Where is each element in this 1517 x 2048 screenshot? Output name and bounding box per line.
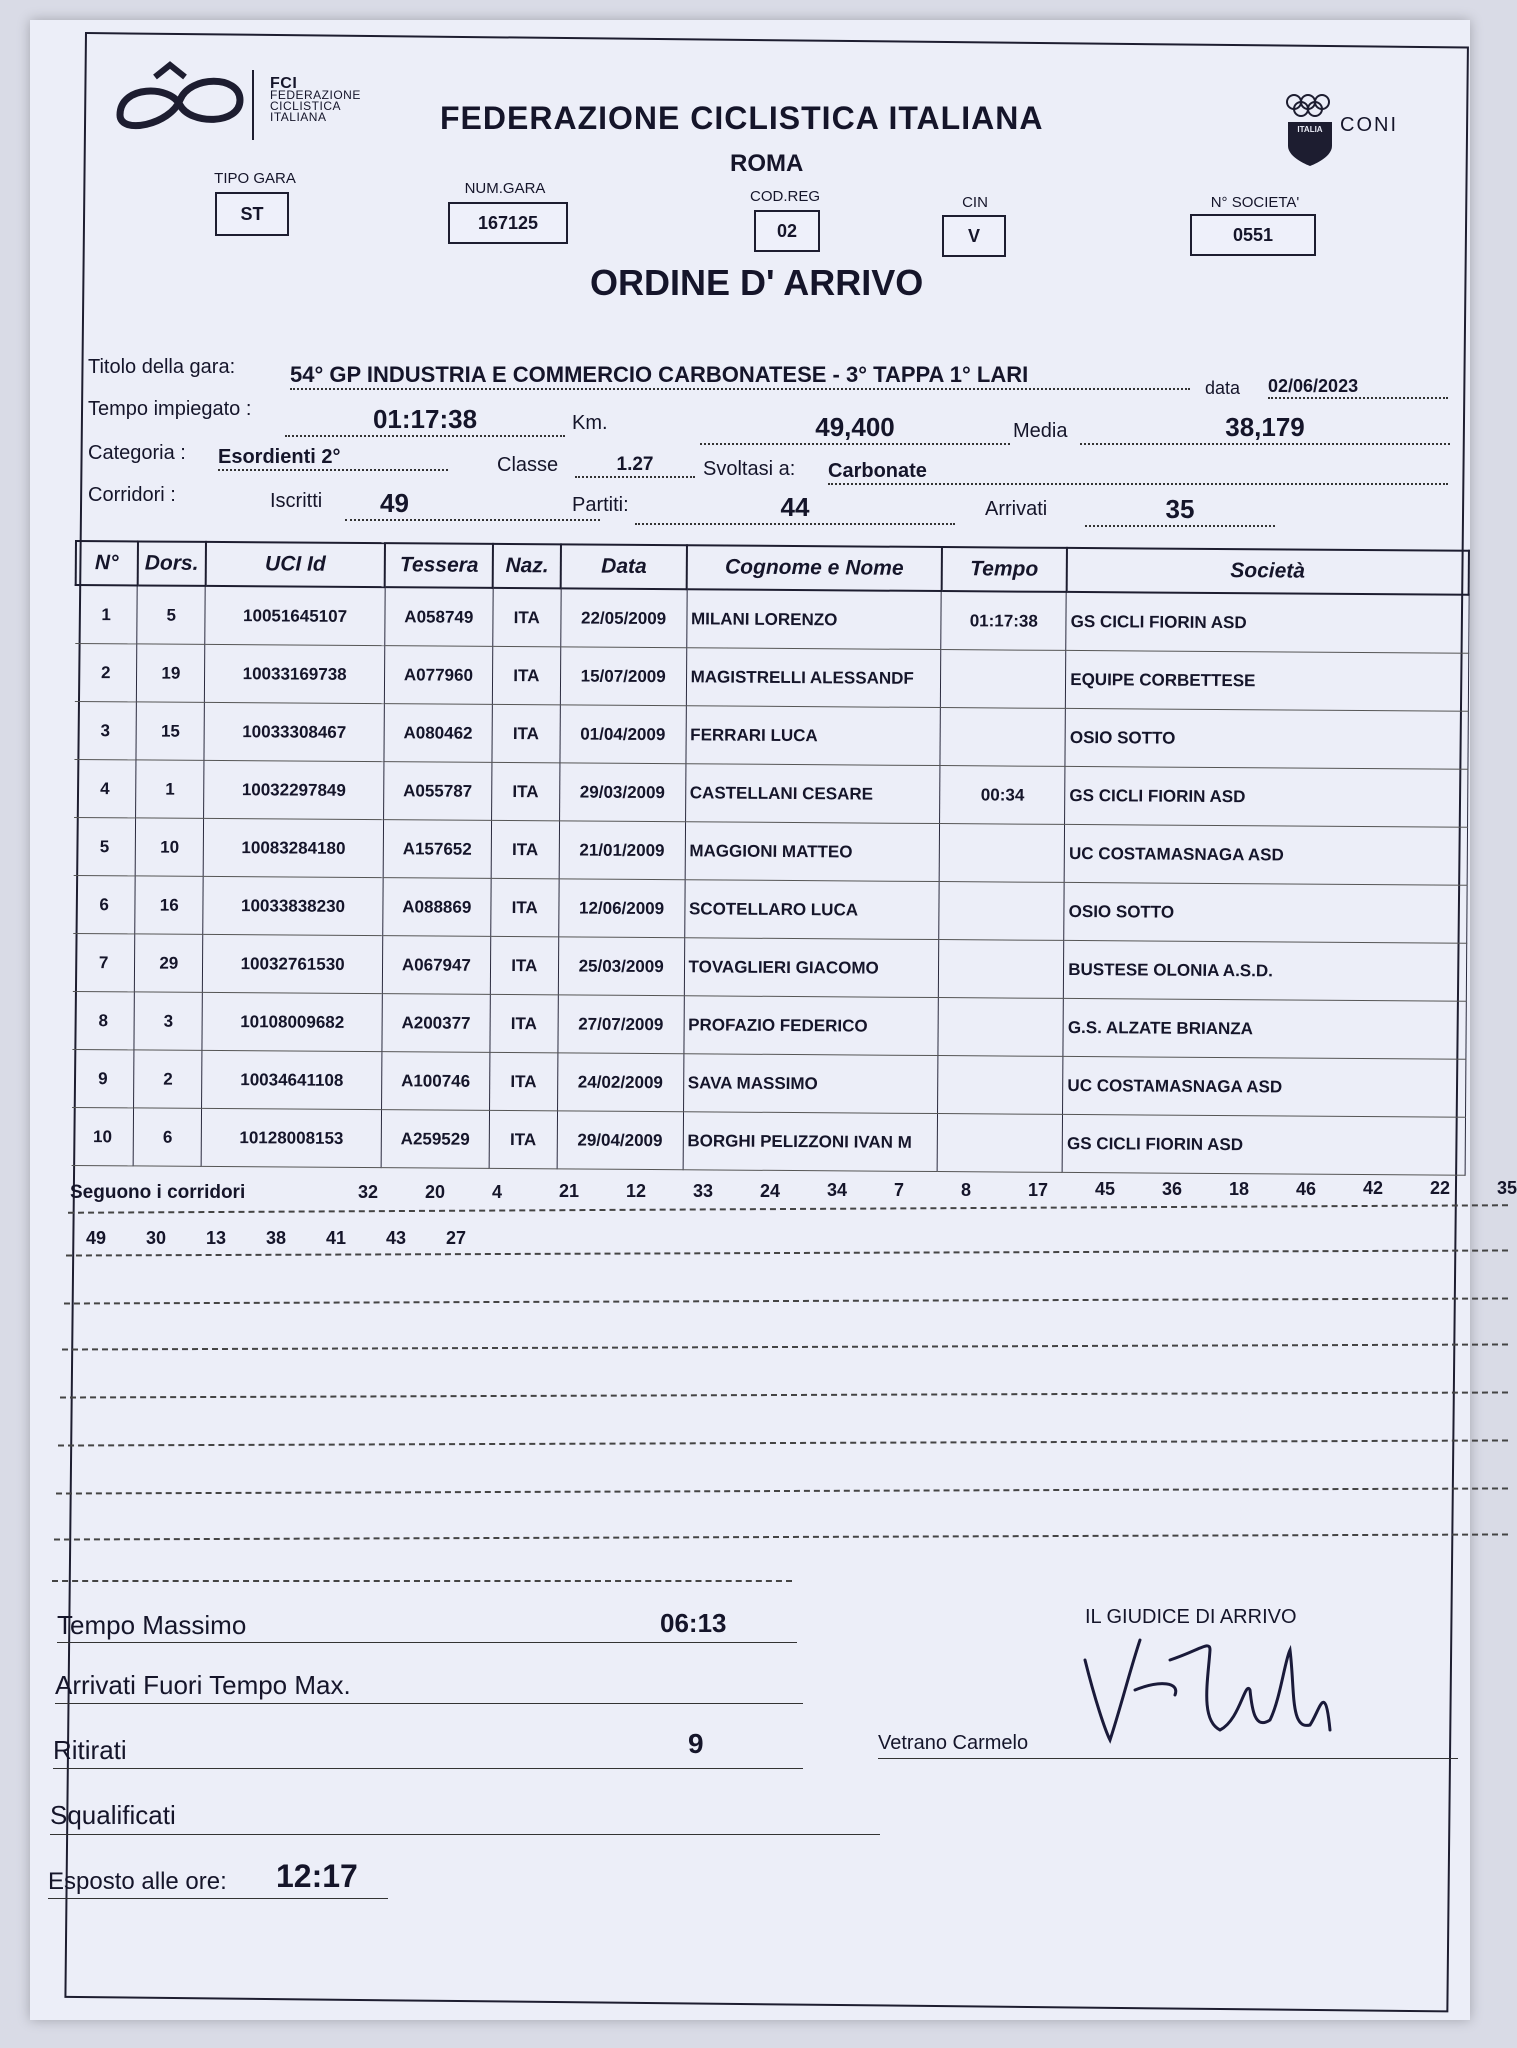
tipo-gara-box: ST — [215, 192, 289, 236]
classe-label: Classe — [497, 454, 559, 476]
cell-rider-name: PROFAZIO FEDERICO — [683, 996, 938, 1056]
following-bib: 7 — [894, 1180, 905, 1200]
federation-title: FEDERAZIONE CICLISTICA ITALIANA — [440, 100, 1044, 136]
cell-nationality: ITA — [491, 878, 559, 936]
cell-tessera: A259529 — [381, 1110, 489, 1169]
cell-tessera: A055787 — [384, 762, 492, 821]
cell-rank: 2 — [75, 644, 137, 702]
table-row — [72, 1107, 1465, 1175]
cell-tessera: A058749 — [385, 587, 493, 646]
cell-team: GS CICLI FIORIN ASD — [1065, 766, 1468, 827]
col-header-data: Data — [561, 544, 687, 589]
tempo-massimo-value: 06:13 — [660, 1608, 727, 1638]
fci-line-2: CICLISTICA — [270, 99, 342, 113]
following-bib: 45 — [1095, 1179, 1116, 1200]
table-row — [75, 644, 1468, 712]
following-bib: 30 — [146, 1228, 167, 1248]
col-header-societa: Società — [1066, 548, 1469, 595]
cell-tessera: A200377 — [382, 994, 490, 1053]
col-header-tessera: Tessera — [385, 543, 493, 588]
following-bib: 13 — [206, 1228, 227, 1248]
cell-uci-id: 10032297849 — [204, 760, 384, 819]
cell-time — [938, 1056, 1063, 1115]
cell-bib: 29 — [135, 934, 203, 992]
following-bib: 41 — [326, 1228, 347, 1248]
col-header-n: N° — [76, 541, 138, 585]
coni-badge-text: ITALIA — [1297, 125, 1323, 134]
cell-team: GS CICLI FIORIN ASD — [1062, 1114, 1465, 1175]
cell-rider-name: MILANI LORENZO — [686, 589, 941, 649]
esposto-value: 12:17 — [276, 1858, 358, 1894]
dashed-line-9 — [52, 1580, 792, 1582]
cell-nationality: ITA — [489, 1110, 557, 1168]
race-partiti: 44 — [635, 492, 955, 525]
cell-nationality: ITA — [491, 820, 559, 878]
cell-uci-id: 10033308467 — [204, 702, 384, 761]
cell-birthdate: 01/04/2009 — [560, 705, 686, 764]
race-iscritti: 49 — [345, 488, 600, 521]
tempo-label: Tempo impiegato : — [88, 398, 252, 420]
table-row — [72, 991, 1465, 1059]
cell-bib: 10 — [135, 818, 203, 876]
cell-tessera: A100746 — [381, 1052, 489, 1111]
cell-rank: 6 — [73, 875, 135, 933]
logo-divider — [252, 70, 254, 140]
table-row — [75, 585, 1468, 653]
following-bib: 18 — [1229, 1178, 1250, 1199]
cin-box: V — [942, 215, 1006, 257]
race-category: Esordienti 2° — [218, 446, 448, 471]
cell-bib: 3 — [134, 992, 202, 1050]
societa-label: N° SOCIETA' — [1210, 194, 1300, 211]
col-header-tempo: Tempo — [942, 547, 1067, 592]
following-bib: 24 — [760, 1180, 781, 1201]
partiti-label: Partiti: — [572, 494, 629, 516]
cell-nationality: ITA — [489, 1052, 557, 1110]
cell-team: G.S. ALZATE BRIANZA — [1063, 998, 1466, 1059]
cod-reg-box: 02 — [754, 210, 820, 252]
cell-nationality: ITA — [492, 704, 560, 762]
cell-birthdate: 27/07/2009 — [558, 995, 684, 1054]
cell-team: EQUIPE CORBETTESE — [1066, 650, 1469, 711]
cell-rider-name: MAGGIONI MATTEO — [685, 822, 940, 882]
race-title: 54° GP INDUSTRIA E COMMERCIO CARBONATESE - 3° TAPPA 1° LARI — [290, 362, 1190, 390]
fuori-tempo-line — [55, 1703, 803, 1704]
table-row — [72, 1049, 1465, 1117]
cell-rank: 4 — [74, 760, 136, 818]
arrivati-label: Arrivati — [985, 498, 1048, 520]
cell-time — [939, 882, 1064, 941]
cell-bib: 5 — [137, 585, 205, 644]
cell-nationality: ITA — [490, 936, 558, 994]
signature — [1080, 1620, 1340, 1750]
giudice-name: Vetrano Carmelo — [878, 1732, 1029, 1754]
ritirati-label: Ritirati — [53, 1735, 127, 1765]
fci-text — [270, 75, 361, 124]
km-label: Km. — [572, 412, 608, 434]
cell-rank: 9 — [72, 1049, 134, 1107]
societa-box: 0551 — [1190, 214, 1316, 256]
following-bib: 17 — [1028, 1179, 1049, 1200]
cell-uci-id: 10033838230 — [203, 876, 383, 935]
cell-tessera: A157652 — [383, 820, 491, 879]
following-bib: 22 — [1430, 1178, 1451, 1198]
cell-nationality: ITA — [491, 762, 559, 820]
following-bib: 12 — [626, 1181, 647, 1201]
following-bib: 8 — [961, 1179, 972, 1200]
cell-birthdate: 21/01/2009 — [559, 821, 685, 880]
cell-time — [939, 940, 1064, 999]
cell-team: OSIO SOTTO — [1064, 882, 1467, 943]
race-media: 38,179 — [1080, 412, 1450, 445]
following-bib: 49 — [86, 1228, 107, 1248]
cell-rider-name: FERRARI LUCA — [686, 706, 941, 766]
cell-tessera: A067947 — [382, 936, 490, 995]
table-row — [73, 933, 1466, 1001]
tempo-massimo-line — [57, 1642, 797, 1643]
cell-rank: 8 — [72, 991, 134, 1049]
coni-label: CONI — [1340, 114, 1398, 136]
cell-bib: 1 — [136, 760, 204, 818]
cin-label: CIN — [962, 194, 988, 211]
media-label: Media — [1013, 420, 1068, 442]
cell-birthdate: 15/07/2009 — [560, 647, 686, 706]
cell-time — [941, 650, 1066, 709]
cell-tessera: A088869 — [383, 878, 491, 937]
following-bib: 43 — [386, 1228, 407, 1248]
giudice-label: IL GIUDICE DI ARRIVO — [1085, 1606, 1297, 1628]
cell-rank: 5 — [74, 818, 136, 876]
table-row — [74, 702, 1467, 770]
table-row — [73, 875, 1466, 943]
col-header-uci-id: UCI Id — [205, 542, 385, 587]
cell-time — [938, 998, 1063, 1057]
cell-tessera: A080462 — [384, 704, 492, 763]
following-bib: 32 — [358, 1182, 379, 1202]
cell-birthdate: 22/05/2009 — [560, 588, 686, 647]
following-label: Seguono i corridori — [70, 1182, 246, 1203]
esposto-label: Esposto alle ore: — [48, 1868, 227, 1895]
cell-birthdate: 24/02/2009 — [557, 1053, 683, 1112]
race-arrivati: 35 — [1085, 494, 1275, 527]
cell-birthdate: 29/03/2009 — [559, 763, 685, 822]
cod-reg-label: COD.REG — [749, 188, 820, 205]
cell-rider-name: CASTELLANI CESARE — [685, 764, 940, 824]
cell-time: 00:34 — [940, 766, 1065, 825]
fci-logo-icon — [110, 55, 250, 145]
cell-rider-name: MAGISTRELLI ALESSANDF — [686, 648, 941, 708]
cell-uci-id: 10128008153 — [201, 1108, 381, 1167]
cell-uci-id: 10108009682 — [202, 992, 382, 1051]
race-location: Carbonate — [828, 460, 1448, 485]
following-bib: 27 — [446, 1228, 467, 1248]
following-bib: 36 — [1162, 1179, 1183, 1199]
race-date: 02/06/2023 — [1268, 376, 1448, 399]
data-label: data — [1205, 378, 1241, 398]
giudice-line — [878, 1758, 1458, 1759]
cell-bib: 2 — [134, 1050, 202, 1108]
esposto-line — [48, 1898, 388, 1899]
cell-team: UC COSTAMASNAGA ASD — [1064, 824, 1467, 885]
coni-logo — [1280, 88, 1420, 178]
cell-rank: 3 — [74, 702, 136, 760]
num-gara-box: 167125 — [448, 202, 568, 244]
cell-rider-name: SCOTELLARO LUCA — [684, 880, 939, 940]
document-title: ORDINE D' ARRIVO — [590, 262, 924, 303]
num-gara-label: NUM.GARA — [464, 180, 546, 197]
cell-team: OSIO SOTTO — [1065, 708, 1468, 769]
categoria-label: Categoria : — [88, 442, 186, 464]
following-bib: 35 — [1497, 1177, 1517, 1198]
cell-rank: 1 — [75, 585, 137, 644]
cell-bib: 6 — [133, 1108, 201, 1166]
following-bib: 46 — [1296, 1178, 1317, 1199]
cell-time — [938, 1114, 1063, 1173]
col-header-naz: Naz. — [493, 544, 561, 588]
following-bib: 38 — [266, 1228, 287, 1248]
fci-line-3: ITALIANA — [270, 110, 327, 124]
following-bib: 34 — [827, 1180, 848, 1201]
race-class: 1.27 — [575, 454, 695, 478]
fuori-tempo-label: Arrivati Fuori Tempo Max. — [55, 1670, 351, 1700]
cell-nationality: ITA — [490, 994, 558, 1052]
ritirati-value: 9 — [688, 1728, 704, 1759]
cell-bib: 16 — [135, 876, 203, 934]
cell-uci-id: 10034641108 — [202, 1050, 382, 1109]
cell-rider-name: BORGHI PELIZZONI IVAN M — [683, 1112, 938, 1172]
cell-time: 01:17:38 — [941, 591, 1066, 650]
cell-tessera: A077960 — [384, 646, 492, 705]
following-bib: 33 — [693, 1180, 714, 1201]
cell-rider-name: TOVAGLIERI GIACOMO — [684, 938, 939, 998]
cell-time — [940, 708, 1065, 767]
following-bib: 4 — [492, 1181, 503, 1202]
cell-uci-id: 10051645107 — [205, 586, 385, 646]
svoltasi-label: Svoltasi a: — [703, 458, 796, 480]
city-title: ROMA — [730, 150, 804, 177]
cell-rider-name: SAVA MASSIMO — [683, 1054, 938, 1114]
cell-uci-id: 10032761530 — [203, 934, 383, 993]
cell-nationality: ITA — [493, 588, 561, 647]
cell-birthdate: 12/06/2009 — [558, 879, 684, 938]
cell-team: BUSTESE OLONIA A.S.D. — [1064, 940, 1467, 1001]
titolo-label: Titolo della gara: — [88, 356, 236, 378]
fci-abbr: FCI — [270, 75, 298, 92]
cell-rank: 7 — [73, 933, 135, 991]
following-bib: 21 — [559, 1181, 580, 1202]
squalificati-line — [50, 1834, 880, 1835]
race-time: 01:17:38 — [285, 404, 565, 437]
following-bib: 20 — [425, 1181, 446, 1202]
cell-uci-id: 10083284180 — [203, 818, 383, 877]
iscritti-label: Iscritti — [270, 490, 323, 512]
cell-team: UC COSTAMASNAGA ASD — [1063, 1056, 1466, 1117]
cell-uci-id: 10033169738 — [205, 644, 385, 703]
table-row — [74, 818, 1467, 886]
cell-team: GS CICLI FIORIN ASD — [1066, 592, 1469, 653]
fci-line-1: FEDERAZIONE — [270, 88, 361, 102]
corridori-label: Corridori : — [88, 484, 176, 506]
race-km: 49,400 — [700, 412, 1010, 445]
cell-time — [940, 824, 1065, 883]
results-table — [71, 540, 1470, 1176]
cell-nationality: ITA — [492, 646, 560, 704]
cell-birthdate: 25/03/2009 — [558, 937, 684, 996]
col-header-dors: Dors. — [138, 541, 206, 585]
table-row — [74, 760, 1467, 828]
squalificati-label: Squalificati — [50, 1800, 176, 1830]
following-bib: 42 — [1363, 1178, 1384, 1199]
cell-bib: 19 — [137, 644, 205, 702]
tipo-gara-label: TIPO GARA — [214, 170, 296, 187]
cell-rank: 10 — [72, 1107, 134, 1165]
ritirati-line — [53, 1768, 803, 1769]
cell-bib: 15 — [136, 702, 204, 760]
tempo-massimo-label: Tempo Massimo — [57, 1610, 247, 1640]
cell-birthdate: 29/04/2009 — [557, 1111, 683, 1170]
col-header-name: Cognome e Nome — [687, 545, 942, 591]
